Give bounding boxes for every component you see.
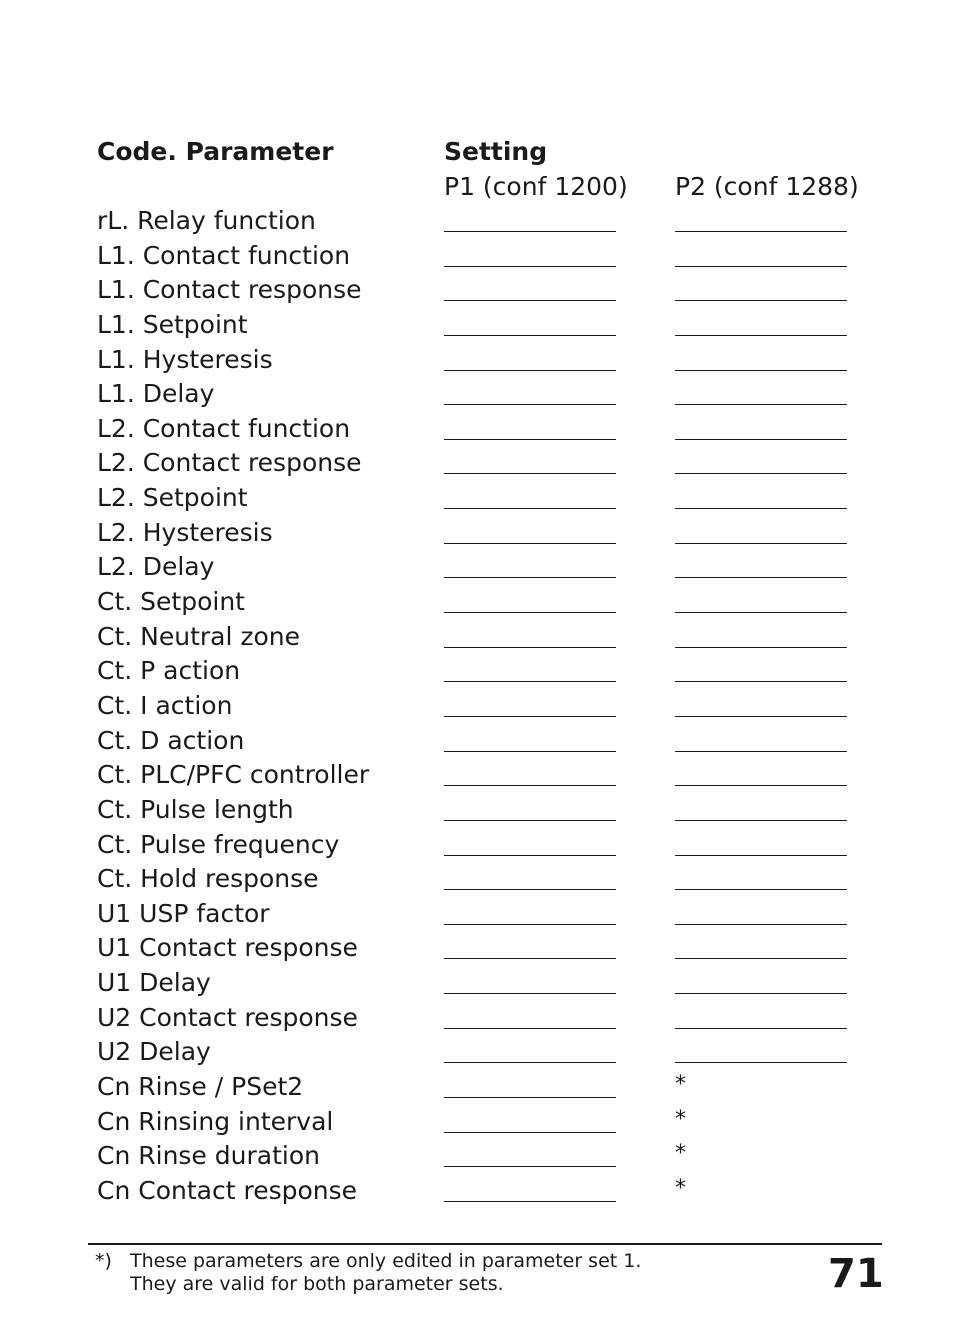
p1-entry-line — [444, 889, 616, 890]
p2-footnote-star: * — [675, 1141, 686, 1167]
table-row — [0, 308, 954, 343]
p1-entry-line — [444, 1028, 616, 1029]
parameter-label: Ct. Neutral zone — [97, 621, 301, 651]
table-row — [0, 516, 954, 551]
column-header-p1: P1 (conf 1200) — [444, 172, 628, 201]
p1-entry-line — [444, 231, 616, 232]
p1-entry-line — [444, 751, 616, 752]
table-row — [0, 585, 954, 620]
table-row — [0, 828, 954, 863]
p1-entry-line — [444, 473, 616, 474]
footnote-mark: *) — [95, 1250, 112, 1272]
parameter-label: L1. Hysteresis — [97, 344, 273, 374]
parameter-label: L1. Setpoint — [97, 309, 248, 339]
p1-entry-line — [444, 958, 616, 959]
table-row — [0, 724, 954, 759]
table-row — [0, 550, 954, 585]
p2-entry-line — [675, 335, 847, 336]
table-row — [0, 1035, 954, 1070]
p1-entry-line — [444, 508, 616, 509]
column-header-parameter: Code. Parameter — [97, 137, 334, 166]
p2-entry-line — [675, 404, 847, 405]
p1-entry-line — [444, 1062, 616, 1063]
p1-entry-line — [444, 404, 616, 405]
footer-divider — [88, 1243, 882, 1245]
p2-entry-line — [675, 647, 847, 648]
table-row — [0, 1139, 954, 1174]
p1-entry-line — [444, 1097, 616, 1098]
p2-entry-line — [675, 1028, 847, 1029]
p2-entry-line — [675, 820, 847, 821]
table-row — [0, 1174, 954, 1209]
parameter-label: Cn Contact response — [97, 1175, 358, 1205]
parameter-label: L2. Contact function — [97, 413, 351, 443]
table-row — [0, 412, 954, 447]
p1-entry-line — [444, 993, 616, 994]
parameter-label: L1. Contact function — [97, 240, 351, 270]
p2-entry-line — [675, 958, 847, 959]
parameter-label: Cn Rinse / PSet2 — [97, 1072, 304, 1102]
parameter-label: Ct. P action — [97, 656, 241, 686]
p2-footnote-star: * — [675, 1106, 686, 1132]
table-row — [0, 1001, 954, 1036]
table-row — [0, 862, 954, 897]
footnote-line-2: They are valid for both parameter sets. — [130, 1273, 504, 1295]
footnote-line-1: These parameters are only edited in parameter set 1. — [130, 1250, 642, 1272]
parameter-label: L1. Delay — [97, 379, 215, 409]
p1-entry-line — [444, 543, 616, 544]
p1-entry-line — [444, 612, 616, 613]
parameter-label: U2 Contact response — [97, 1002, 358, 1032]
table-row — [0, 654, 954, 689]
p2-entry-line — [675, 266, 847, 267]
p2-entry-line — [675, 612, 847, 613]
p1-entry-line — [444, 439, 616, 440]
p2-entry-line — [675, 855, 847, 856]
p1-entry-line — [444, 335, 616, 336]
p2-entry-line — [675, 889, 847, 890]
p2-entry-line — [675, 543, 847, 544]
p1-entry-line — [444, 785, 616, 786]
p1-entry-line — [444, 577, 616, 578]
p2-entry-line — [675, 508, 847, 509]
page-number: 71 — [828, 1251, 884, 1297]
p1-entry-line — [444, 924, 616, 925]
parameter-label: Ct. Pulse length — [97, 794, 294, 824]
parameter-label: Cn Rinse duration — [97, 1141, 320, 1171]
p1-entry-line — [444, 855, 616, 856]
table-row — [0, 1105, 954, 1140]
parameter-label: rL. Relay function — [97, 206, 316, 235]
table-row — [0, 343, 954, 378]
table-row — [0, 966, 954, 1001]
p2-footnote-star: * — [675, 1072, 686, 1098]
table-row — [0, 481, 954, 516]
p1-entry-line — [444, 681, 616, 682]
p1-entry-line — [444, 647, 616, 648]
parameter-label: L2. Contact response — [97, 448, 362, 478]
table-row — [0, 689, 954, 724]
parameter-label: L2. Setpoint — [97, 483, 248, 513]
p2-entry-line — [675, 716, 847, 717]
parameter-label: Ct. I action — [97, 690, 233, 720]
p2-entry-line — [675, 785, 847, 786]
table-row — [0, 1070, 954, 1105]
column-header-setting: Setting — [444, 137, 548, 166]
parameter-label: U2 Delay — [97, 1037, 211, 1067]
parameter-label: U1 USP factor — [97, 898, 270, 928]
table-row — [0, 273, 954, 308]
p1-entry-line — [444, 1132, 616, 1133]
parameter-label: Ct. PLC/PFC controller — [97, 760, 370, 790]
p2-entry-line — [675, 1062, 847, 1063]
parameter-label: Cn Rinsing interval — [97, 1106, 334, 1136]
p1-entry-line — [444, 716, 616, 717]
p1-entry-line — [444, 300, 616, 301]
table-row — [0, 758, 954, 793]
parameter-label: Ct. Hold response — [97, 864, 319, 894]
p2-entry-line — [675, 439, 847, 440]
table-row — [0, 620, 954, 655]
parameter-label: L1. Contact response — [97, 275, 362, 305]
p1-entry-line — [444, 266, 616, 267]
parameter-label: Ct. D action — [97, 725, 245, 755]
p2-entry-line — [675, 751, 847, 752]
p1-entry-line — [444, 370, 616, 371]
p2-footnote-star: * — [675, 1175, 686, 1201]
p2-entry-line — [675, 300, 847, 301]
p2-entry-line — [675, 473, 847, 474]
table-row — [0, 793, 954, 828]
p2-entry-line — [675, 681, 847, 682]
table-row — [0, 377, 954, 412]
p2-entry-line — [675, 993, 847, 994]
table-row — [0, 897, 954, 932]
table-row — [0, 239, 954, 274]
p1-entry-line — [444, 1201, 616, 1202]
p1-entry-line — [444, 820, 616, 821]
footnote-text — [130, 1250, 641, 1296]
parameter-table — [0, 204, 954, 1209]
parameter-label: Ct. Pulse frequency — [97, 829, 340, 859]
parameter-label: L2. Delay — [97, 552, 215, 582]
column-header-p2: P2 (conf 1288) — [675, 172, 859, 201]
p2-entry-line — [675, 577, 847, 578]
table-row — [0, 204, 954, 239]
parameter-label: U1 Contact response — [97, 933, 358, 963]
parameter-label: U1 Delay — [97, 968, 211, 998]
parameter-label: Ct. Setpoint — [97, 587, 245, 617]
p2-entry-line — [675, 370, 847, 371]
table-row — [0, 931, 954, 966]
p2-entry-line — [675, 231, 847, 232]
p1-entry-line — [444, 1166, 616, 1167]
p2-entry-line — [675, 924, 847, 925]
table-row — [0, 446, 954, 481]
parameter-label: L2. Hysteresis — [97, 517, 273, 547]
